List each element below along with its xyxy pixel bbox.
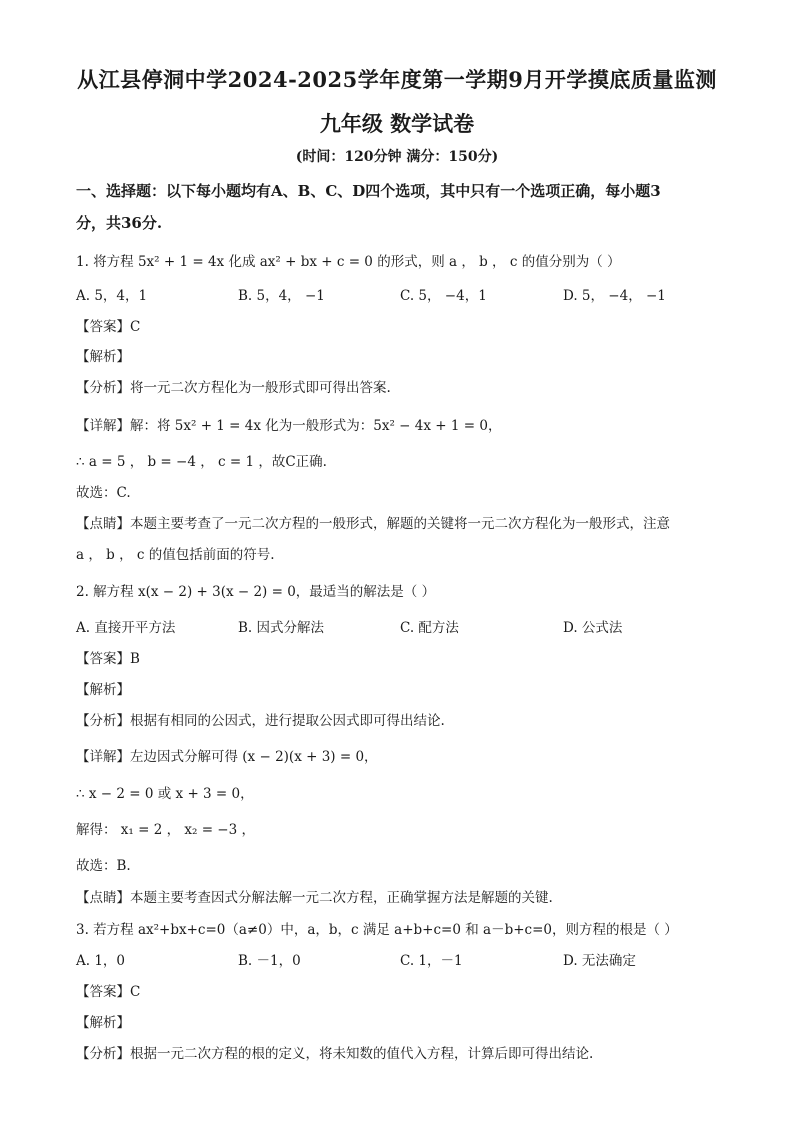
q2-comment: 【点睛】本题主要考查因式分解法解一元二次方程，正确掌握方法是解题的关键. — [76, 890, 553, 906]
section-heading-line1: 一、选择题：以下每小题均有A、B、C、D四个选项，其中只有一个选项正确，每小题3 — [76, 182, 661, 200]
q3-option-a: A. 1，0 — [76, 953, 126, 969]
q1-option-d: D. 5， −4， −1 — [563, 288, 666, 304]
q2-analysis-label: 【解析】 — [76, 682, 130, 698]
q1-analysis: 【分析】将一元二次方程化为一般形式即可得出答案. — [76, 380, 391, 396]
q1-analysis-label: 【解析】 — [76, 349, 130, 365]
q3-stem: 3. 若方程 ax²+bx+c=0（a≠0）中，a，b，c 满足 a+b+c=0 和 a－b+c=0，则方程的根是（ ） — [76, 922, 678, 938]
q1-choice: 故选：C. — [76, 485, 131, 501]
q2-stem: 2. 解方程 x(x − 2) + 3(x − 2) = 0，最适当的解法是（ ） — [76, 584, 436, 600]
q2-option-c: C. 配方法 — [400, 620, 459, 636]
exam-time-score: (时间：120分钟 满分：150分) — [295, 149, 499, 165]
exam-title: 从江县停洞中学2024-2025学年度第一学期9月开学摸底质量监测 — [77, 67, 717, 92]
q2-solution: 【详解】左边因式分解可得 (x − 2)(x + 3) = 0， — [76, 749, 378, 765]
q1-option-a: A. 5，4，1 — [76, 288, 148, 304]
q3-answer: 【答案】C — [76, 984, 141, 1000]
q2-answer: 【答案】B — [76, 651, 140, 667]
q3-analysis: 【分析】根据一元二次方程的根的定义，将未知数的值代入方程，计算后即可得出结论. — [76, 1046, 594, 1062]
q3-option-c: C. 1，－1 — [400, 953, 463, 969]
q3-option-d: D. 无法确定 — [563, 953, 636, 969]
q3-option-b: B. －1，0 — [238, 953, 301, 969]
q1-stem: 1. 将方程 5x² + 1 = 4x 化成 ax² + bx + c = 0 的形式，则 a ， b ， c 的值分别为（ ） — [76, 254, 621, 270]
q3-analysis-label: 【解析】 — [76, 1015, 130, 1031]
q2-analysis: 【分析】根据有相同的公因式，进行提取公因式即可得出结论. — [76, 713, 445, 729]
q1-comment-line2: a ， b ， c 的值包括前面的符号. — [76, 547, 275, 563]
q2-option-d: D. 公式法 — [563, 620, 623, 636]
q1-option-c: C. 5， −4，1 — [400, 288, 487, 304]
exam-subject-title: 九年级 数学试卷 — [319, 111, 475, 136]
q1-option-b: B. 5，4， −1 — [238, 288, 325, 304]
q2-therefore: ∴ x − 2 = 0 或 x + 3 = 0， — [76, 786, 254, 802]
q2-choice: 故选：B. — [76, 858, 131, 874]
q1-therefore: ∴ a = 5 ， b = −4 ， c = 1 ，故C正确. — [76, 454, 327, 470]
q1-solution: 【详解】解：将 5x² + 1 = 4x 化为一般形式为：5x² − 4x + 1 = 0， — [76, 418, 502, 434]
section-heading-line2: 分，共36分. — [76, 214, 163, 232]
q1-comment-line1: 【点睛】本题主要考查了一元二次方程的一般形式，解题的关键将一元二次方程化为一般形式，注意 — [76, 516, 670, 532]
q2-roots: 解得： x₁ = 2 ， x₂ = −3 ， — [76, 822, 255, 838]
q2-option-a: A. 直接开平方法 — [76, 620, 176, 636]
q1-answer: 【答案】C — [76, 319, 141, 335]
q2-option-b: B. 因式分解法 — [238, 620, 325, 636]
